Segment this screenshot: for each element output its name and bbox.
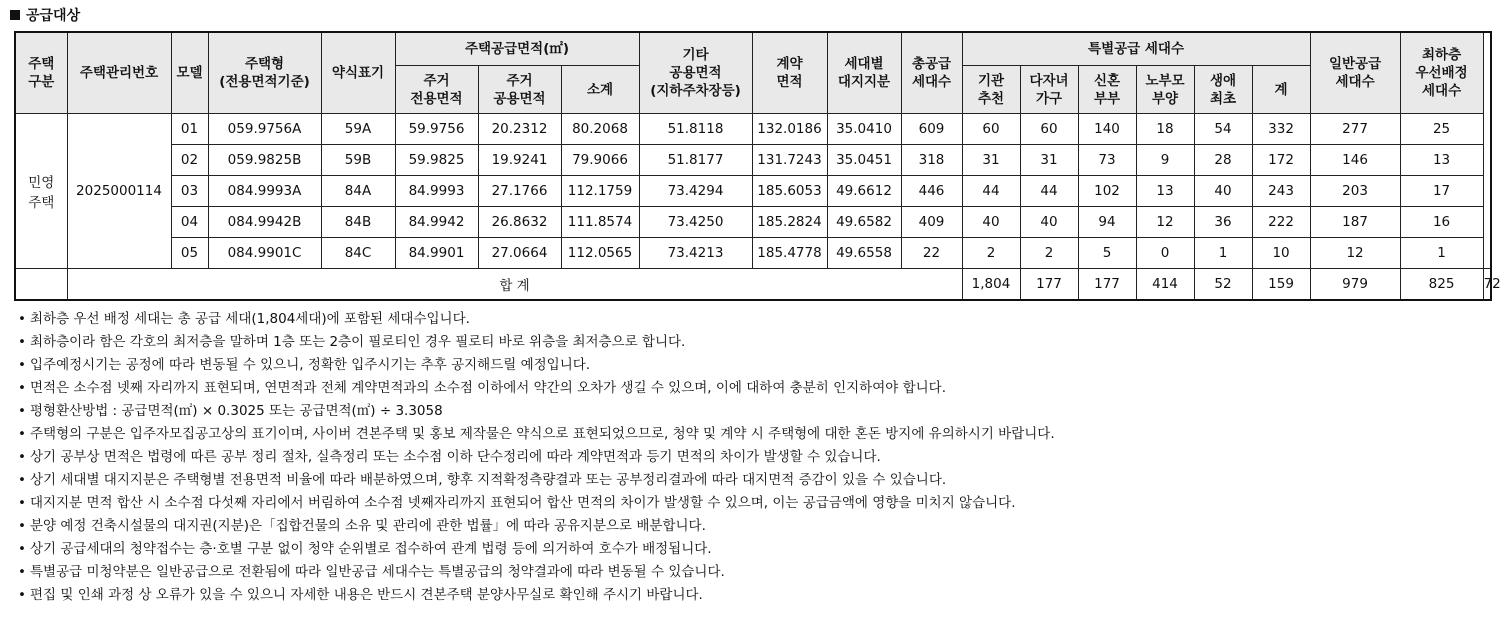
header-total-supply <box>901 32 962 114</box>
header-subtotal <box>561 66 639 114</box>
totals-row <box>15 269 1491 301</box>
note-text: 면적은 소수점 넷째 자리까지 표현되며, 연면적과 전체 계약면적과의 소수점 이하에서 약간의 오차가 생길 수 있으며, 이에 대하여 충분히 인지하여야 합니다. <box>30 380 946 396</box>
cell-abbr: 84B <box>321 207 395 238</box>
cell-newly: 140 <box>1078 114 1136 145</box>
note-item <box>18 423 1055 446</box>
cell-newly: 5 <box>1078 238 1136 269</box>
bullet-icon: • <box>18 357 26 373</box>
note-text: 특별공급 미청약분은 일반공급으로 전환됨에 따라 일반공급 세대수는 특별공급의 청약결과에 따라 변동될 수 있습니다. <box>30 564 725 580</box>
header-label: 다자녀 가구 <box>1029 72 1069 107</box>
header-label: 최하층 우선배정 세대수 <box>1415 47 1468 99</box>
group-label: 민영 주택 <box>28 175 55 211</box>
cell-contract: 132.0186 <box>752 114 827 145</box>
total-elder: 52 <box>1194 269 1252 301</box>
cell-multi: 44 <box>1020 176 1078 207</box>
cell-excl: 59.9825 <box>395 145 478 176</box>
cell-type: 059.9756A <box>208 114 321 145</box>
notes-list <box>18 308 1055 607</box>
header-first <box>1194 66 1252 114</box>
section-title <box>10 5 80 25</box>
cell-abbr: 84C <box>321 238 395 269</box>
note-item <box>18 308 1055 331</box>
cell-model: 05 <box>171 238 208 269</box>
cell-excl: 59.9756 <box>395 114 478 145</box>
cell-gen: 187 <box>1310 207 1400 238</box>
cell-total: 409 <box>901 207 962 238</box>
header-label: 약식표기 <box>331 65 385 81</box>
cell-comm: 27.1766 <box>478 176 561 207</box>
cell-gen: 12 <box>1310 238 1400 269</box>
cell-sp: 332 <box>1252 114 1310 145</box>
cell-model: 03 <box>171 176 208 207</box>
header-land-share <box>827 32 901 114</box>
total-sp: 979 <box>1310 269 1400 301</box>
note-text: 상기 공급세대의 청약접수는 층·호별 구분 없이 청약 순위별로 접수하여 관계 법령 등에 의거하여 호수가 배정됩니다. <box>30 541 712 557</box>
cell-sub: 80.2068 <box>561 114 639 145</box>
cell-first: 1 <box>1194 238 1252 269</box>
bullet-icon: • <box>18 334 26 350</box>
cell-land: 35.0451 <box>827 145 901 176</box>
note-text: 평형환산방법 : 공급면적(㎡) × 0.3025 또는 공급면적(㎡) ÷ 3.3058 <box>30 403 443 419</box>
table-row <box>15 145 1491 176</box>
cell-other: 51.8118 <box>639 114 752 145</box>
square-bullet-icon <box>10 10 20 20</box>
header-label: 주거 전용면적 <box>410 72 463 107</box>
cell-contract: 131.7243 <box>752 145 827 176</box>
header-mgmt-no <box>67 32 171 114</box>
cell-excl: 84.9993 <box>395 176 478 207</box>
cell-first: 40 <box>1194 176 1252 207</box>
cell-type: 084.9901C <box>208 238 321 269</box>
cell-inst: 40 <box>962 207 1020 238</box>
cell-newly: 73 <box>1078 145 1136 176</box>
cell-abbr: 59A <box>321 114 395 145</box>
cell-total: 318 <box>901 145 962 176</box>
cell-comm: 26.8632 <box>478 207 561 238</box>
cell-model: 01 <box>171 114 208 145</box>
cell-low: 17 <box>1400 176 1483 207</box>
total-gen: 825 <box>1400 269 1483 301</box>
note-text: 입주예정시기는 공정에 따라 변동될 수 있으니, 정확한 입주시기는 추후 공지해드릴 예정입니다. <box>30 357 591 373</box>
cell-gen: 203 <box>1310 176 1400 207</box>
bullet-icon: • <box>18 380 26 396</box>
cell-other: 73.4213 <box>639 238 752 269</box>
cell-gen: 146 <box>1310 145 1400 176</box>
cell-sp: 10 <box>1252 238 1310 269</box>
bullet-icon: • <box>18 472 26 488</box>
table-row <box>15 207 1491 238</box>
total-newly: 414 <box>1136 269 1194 301</box>
header-common <box>478 66 561 114</box>
note-item <box>18 331 1055 354</box>
header-general <box>1310 32 1400 114</box>
cell-first: 36 <box>1194 207 1252 238</box>
table-row <box>15 238 1491 269</box>
note-item <box>18 584 1055 607</box>
cell-type: 059.9825B <box>208 145 321 176</box>
cell-land: 35.0410 <box>827 114 901 145</box>
cell-abbr: 84A <box>321 176 395 207</box>
cell-multi: 31 <box>1020 145 1078 176</box>
cell-land: 49.6558 <box>827 238 901 269</box>
header-lowest <box>1400 32 1483 114</box>
bullet-icon: • <box>18 403 26 419</box>
cell-low: 13 <box>1400 145 1483 176</box>
bullet-icon: • <box>18 518 26 534</box>
header-abbr <box>321 32 395 114</box>
mgmt-number-cell: 2025000114 <box>67 114 171 269</box>
cell-sub: 112.0565 <box>561 238 639 269</box>
header-supply-area <box>395 32 639 66</box>
cell-elder: 9 <box>1136 145 1194 176</box>
header-label: 일반공급 세대수 <box>1328 56 1382 90</box>
cell-newly: 102 <box>1078 176 1136 207</box>
section-title-text: 공급대상 <box>26 8 81 24</box>
cell-contract: 185.4778 <box>752 238 827 269</box>
cell-multi: 60 <box>1020 114 1078 145</box>
note-text: 편집 및 인쇄 과정 상 오류가 있을 수 있으니 자세한 내용은 반드시 견본주택 분양사무실로 확인해 주시기 바랍니다. <box>30 587 703 603</box>
bullet-icon: • <box>18 311 26 327</box>
cell-multi: 2 <box>1020 238 1078 269</box>
bullet-icon: • <box>18 587 26 603</box>
table-header <box>15 32 1491 114</box>
header-label: 주택형 (전용면적기준) <box>219 56 310 90</box>
header-newlywed <box>1078 66 1136 114</box>
cell-land: 49.6582 <box>827 207 901 238</box>
cell-inst: 2 <box>962 238 1020 269</box>
header-label: 특별공급 세대수 <box>1088 41 1185 57</box>
note-text: 상기 세대별 대지지분은 주택형별 전용면적 비율에 따라 배분하였으며, 향후 지적확정측량결과 또는 공부정리결과에 따라 대지면적 증감이 있을 수 있습니다. <box>30 472 947 488</box>
bullet-icon: • <box>18 495 26 511</box>
total-total: 1,804 <box>962 269 1020 301</box>
total-low: 72 <box>1483 269 1491 301</box>
totals-label: 합 계 <box>67 269 962 301</box>
header-multi <box>1020 66 1078 114</box>
note-text: 최하층이라 함은 각호의 최저층을 말하며 1층 또는 2층이 필로티인 경우 필로티 바로 위층을 최저층으로 합니다. <box>30 334 686 350</box>
cell-low: 16 <box>1400 207 1483 238</box>
cell-low: 25 <box>1400 114 1483 145</box>
bullet-icon: • <box>18 449 26 465</box>
cell-inst: 31 <box>962 145 1020 176</box>
note-text: 상기 공부상 면적은 법령에 따른 공부 정리 절차, 실측정리 또는 소수점 이하 단수정리에 따라 계약면적과 등기 면적의 차이가 발생할 수 있습니다. <box>30 449 881 465</box>
header-label: 생애 최초 <box>1209 72 1237 107</box>
cell-sp: 222 <box>1252 207 1310 238</box>
cell-type: 084.9993A <box>208 176 321 207</box>
bullet-icon: • <box>18 541 26 557</box>
cell-elder: 18 <box>1136 114 1194 145</box>
cell-inst: 44 <box>962 176 1020 207</box>
cell-elder: 12 <box>1136 207 1194 238</box>
cell-contract: 185.6053 <box>752 176 827 207</box>
note-item <box>18 377 1055 400</box>
cell-low: 1 <box>1400 238 1483 269</box>
total-inst: 177 <box>1020 269 1078 301</box>
cell-contract: 185.2824 <box>752 207 827 238</box>
cell-sub: 112.1759 <box>561 176 639 207</box>
bullet-icon: • <box>18 564 26 580</box>
header-label: 총공급 세대수 <box>911 56 952 90</box>
header-exclusive <box>395 66 478 114</box>
total-first: 159 <box>1252 269 1310 301</box>
note-item <box>18 354 1055 377</box>
cell-other: 73.4294 <box>639 176 752 207</box>
cell-excl: 84.9942 <box>395 207 478 238</box>
header-label: 모델 <box>176 65 203 81</box>
note-item <box>18 400 1055 423</box>
header-label: 주택관리번호 <box>79 65 159 81</box>
cell-total: 22 <box>901 238 962 269</box>
cell-comm: 19.9241 <box>478 145 561 176</box>
header-type-group <box>15 32 67 114</box>
header-housing-type <box>208 32 321 114</box>
note-item <box>18 446 1055 469</box>
note-item <box>18 492 1055 515</box>
cell-comm: 20.2312 <box>478 114 561 145</box>
cell-sp: 172 <box>1252 145 1310 176</box>
cell-abbr: 59B <box>321 145 395 176</box>
note-text: 주택형의 구분은 입주자모집공고상의 표기이며, 사이버 견본주택 및 홍보 제작물은 약식으로 표현되었으므로, 청약 및 계약 시 주택형에 대한 혼돈 방지에 유의하시기 바랍니다. <box>30 426 1055 442</box>
header-label: 주택공급면적(㎡) <box>464 41 570 57</box>
header-special-total <box>1252 66 1310 114</box>
header-inst <box>962 66 1020 114</box>
header-special <box>962 32 1310 66</box>
totals-blank-cell <box>15 269 67 301</box>
header-label: 노부모 부양 <box>1145 72 1185 107</box>
cell-total: 446 <box>901 176 962 207</box>
note-item <box>18 469 1055 492</box>
supply-table <box>14 31 1501 301</box>
header-label: 주택 구분 <box>28 56 55 90</box>
note-item <box>18 538 1055 561</box>
note-text: 최하층 우선 배정 세대는 총 공급 세대(1,804세대)에 포함된 세대수입니다. <box>30 311 470 327</box>
cell-model: 02 <box>171 145 208 176</box>
cell-comm: 27.0664 <box>478 238 561 269</box>
header-label: 기타 공용면적 (지하주차장등) <box>650 47 741 99</box>
cell-land: 49.6612 <box>827 176 901 207</box>
cell-gen: 277 <box>1310 114 1400 145</box>
cell-elder: 13 <box>1136 176 1194 207</box>
cell-model: 04 <box>171 207 208 238</box>
group-label-cell <box>15 114 67 269</box>
total-multi: 177 <box>1078 269 1136 301</box>
cell-other: 51.8177 <box>639 145 752 176</box>
header-label: 소계 <box>586 81 614 98</box>
bullet-icon: • <box>18 426 26 442</box>
cell-total: 609 <box>901 114 962 145</box>
table-row <box>15 176 1491 207</box>
header-label: 기관 추천 <box>977 72 1005 107</box>
cell-sp: 243 <box>1252 176 1310 207</box>
cell-first: 28 <box>1194 145 1252 176</box>
header-label: 주거 공용면적 <box>493 72 546 107</box>
cell-multi: 40 <box>1020 207 1078 238</box>
table-row <box>15 114 1491 145</box>
header-label: 신혼 부부 <box>1093 72 1121 107</box>
header-elderly <box>1136 66 1194 114</box>
cell-other: 73.4250 <box>639 207 752 238</box>
header-other-common <box>639 32 752 114</box>
note-item <box>18 515 1055 538</box>
cell-type: 084.9942B <box>208 207 321 238</box>
cell-sub: 79.9066 <box>561 145 639 176</box>
cell-newly: 94 <box>1078 207 1136 238</box>
header-label: 세대별 대지지분 <box>837 56 891 90</box>
note-text: 대지지분 면적 합산 시 소수점 다섯째 자리에서 버림하여 소수점 넷째자리까지 표현되어 합산 면적의 차이가 발생할 수 있으며, 이는 공급금액에 영향을 미치지 않습니다. <box>30 495 1016 511</box>
header-contract-area <box>752 32 827 114</box>
cell-excl: 84.9901 <box>395 238 478 269</box>
header-model <box>171 32 208 114</box>
cell-first: 54 <box>1194 114 1252 145</box>
header-label: 계 <box>1274 81 1288 98</box>
table-body <box>15 114 1501 301</box>
note-item <box>18 561 1055 584</box>
cell-inst: 60 <box>962 114 1020 145</box>
note-text: 분양 예정 건축시설물의 대지권(지분)은「집합건물의 소유 및 관리에 관한 법률」에 따라 공유지분으로 배분합니다. <box>30 518 706 534</box>
cell-elder: 0 <box>1136 238 1194 269</box>
cell-sub: 111.8574 <box>561 207 639 238</box>
header-label: 계약 면적 <box>776 56 803 90</box>
